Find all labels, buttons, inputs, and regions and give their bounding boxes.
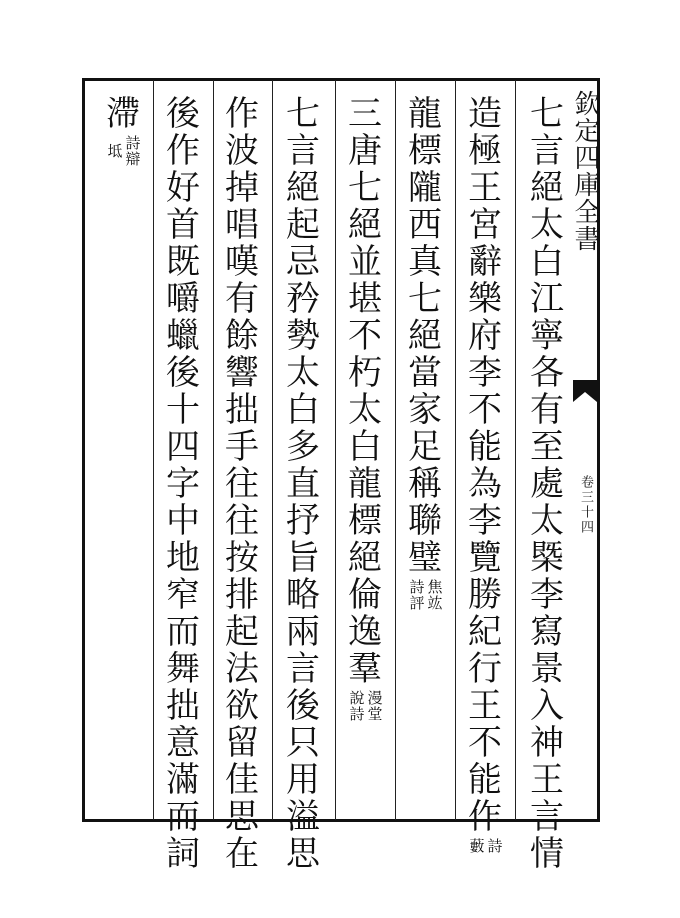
glyph: 當 (408, 353, 442, 393)
glyph: 作 (225, 94, 259, 134)
glyph: 略 (286, 575, 320, 615)
source-note-line: 詩 (485, 838, 504, 854)
book-title: 欽定四庫全書 (570, 90, 600, 252)
glyph: 標 (408, 131, 442, 171)
text-column (98, 96, 148, 167)
glyph: 意 (166, 723, 200, 763)
glyph: 太 (286, 353, 320, 393)
glyph: 白 (530, 242, 564, 282)
source-note (468, 838, 503, 854)
glyph: 足 (408, 427, 442, 467)
glyph: 言 (530, 797, 564, 837)
source-note (106, 135, 141, 167)
column-rule (455, 80, 456, 820)
glyph: 絕 (408, 316, 442, 356)
glyph: 滿 (166, 760, 200, 800)
glyph: 首 (166, 205, 200, 245)
glyph: 用 (286, 760, 320, 800)
glyph: 欲 (225, 686, 259, 726)
glyph: 按 (225, 538, 259, 578)
glyph: 後 (286, 686, 320, 726)
glyph: 十 (166, 390, 200, 430)
glyph: 後 (166, 94, 200, 134)
glyph: 既 (166, 242, 200, 282)
glyph: 勢 (286, 316, 320, 356)
text-column (278, 96, 328, 873)
source-note-line: 焦竑 (425, 579, 444, 611)
glyph: 龍 (348, 464, 382, 504)
glyph: 行 (468, 649, 502, 689)
glyph: 真 (408, 242, 442, 282)
glyph: 龍 (408, 94, 442, 134)
source-note-line: 坻 (105, 143, 124, 159)
glyph: 極 (468, 131, 502, 171)
glyph: 詞 (166, 834, 200, 874)
glyph: 標 (348, 501, 382, 541)
glyph: 景 (530, 649, 564, 689)
glyph: 李 (530, 575, 564, 615)
glyph: 七 (530, 94, 564, 134)
glyph: 窄 (166, 575, 200, 615)
column-rule (213, 80, 214, 820)
text-column (340, 96, 390, 722)
glyph: 舞 (166, 649, 200, 689)
text-column (400, 96, 450, 611)
text-column (158, 96, 208, 873)
glyph: 七 (408, 279, 442, 319)
glyph: 稱 (408, 464, 442, 504)
glyph: 隴 (408, 168, 442, 208)
glyph: 西 (408, 205, 442, 245)
glyph: 太 (348, 390, 382, 430)
glyph: 思 (225, 797, 259, 837)
glyph: 在 (225, 834, 259, 874)
glyph: 佳 (225, 760, 259, 800)
glyph: 至 (530, 427, 564, 467)
glyph: 起 (225, 612, 259, 652)
source-note-line: 說詩 (347, 690, 366, 722)
glyph: 手 (225, 427, 259, 467)
glyph: 絕 (348, 538, 382, 578)
glyph: 七 (348, 168, 382, 208)
column-rule (272, 80, 273, 820)
glyph: 忌 (286, 242, 320, 282)
glyph: 往 (225, 501, 259, 541)
glyph: 中 (166, 501, 200, 541)
glyph: 溢 (286, 797, 320, 837)
glyph: 唱 (225, 205, 259, 245)
glyph: 直 (286, 464, 320, 504)
glyph: 王 (468, 686, 502, 726)
glyph: 三 (348, 94, 382, 134)
source-note-line: 詩辯 (123, 135, 142, 167)
glyph: 不 (468, 390, 502, 430)
glyph: 寧 (530, 316, 564, 356)
glyph: 江 (530, 279, 564, 319)
glyph: 不 (348, 316, 382, 356)
glyph: 言 (530, 131, 564, 171)
glyph: 往 (225, 464, 259, 504)
source-note-line: 詩評 (407, 579, 426, 611)
glyph: 嘆 (225, 242, 259, 282)
glyph: 唐 (348, 131, 382, 171)
glyph: 作 (468, 797, 502, 837)
glyph: 槩 (530, 538, 564, 578)
source-note-line: 藪 (467, 838, 486, 854)
glyph: 為 (468, 464, 502, 504)
glyph: 入 (530, 686, 564, 726)
glyph: 起 (286, 205, 320, 245)
glyph: 抒 (286, 501, 320, 541)
text-column (217, 96, 267, 873)
glyph: 絕 (530, 168, 564, 208)
glyph: 處 (530, 464, 564, 504)
glyph: 後 (166, 353, 200, 393)
center-banner (570, 80, 600, 820)
glyph: 兩 (286, 612, 320, 652)
glyph: 情 (530, 834, 564, 874)
glyph: 白 (286, 390, 320, 430)
column-rule (395, 80, 396, 820)
glyph: 府 (468, 316, 502, 356)
glyph: 李 (468, 501, 502, 541)
glyph: 波 (225, 131, 259, 171)
glyph: 不 (468, 723, 502, 763)
column-rule (515, 80, 516, 820)
column-rule (153, 80, 154, 820)
glyph: 掉 (225, 168, 259, 208)
glyph: 造 (468, 94, 502, 134)
glyph: 言 (286, 131, 320, 171)
fish-tail-ornament-icon (573, 380, 597, 402)
glyph: 覽 (468, 538, 502, 578)
column-rule (335, 80, 336, 820)
glyph: 各 (530, 353, 564, 393)
glyph: 神 (530, 723, 564, 763)
source-note (408, 579, 443, 611)
glyph: 拙 (166, 686, 200, 726)
glyph: 絕 (286, 168, 320, 208)
glyph: 嚼 (166, 279, 200, 319)
glyph: 寫 (530, 612, 564, 652)
glyph: 王 (468, 168, 502, 208)
glyph: 王 (530, 760, 564, 800)
glyph: 聯 (408, 501, 442, 541)
glyph: 多 (286, 427, 320, 467)
glyph: 樂 (468, 279, 502, 319)
glyph: 倫 (348, 575, 382, 615)
glyph: 而 (166, 612, 200, 652)
glyph: 言 (286, 649, 320, 689)
glyph: 羣 (348, 649, 382, 689)
glyph: 響 (225, 353, 259, 393)
glyph: 排 (225, 575, 259, 615)
glyph: 辭 (468, 242, 502, 282)
glyph: 法 (225, 649, 259, 689)
glyph: 好 (166, 168, 200, 208)
glyph: 絕 (348, 205, 382, 245)
glyph: 璧 (408, 538, 442, 578)
glyph: 旨 (286, 538, 320, 578)
glyph: 思 (286, 834, 320, 874)
glyph: 能 (468, 427, 502, 467)
glyph: 字 (166, 464, 200, 504)
source-note-line: 漫堂 (365, 690, 384, 722)
glyph: 逸 (348, 612, 382, 652)
glyph: 紀 (468, 612, 502, 652)
glyph: 矜 (286, 279, 320, 319)
glyph: 地 (166, 538, 200, 578)
glyph: 留 (225, 723, 259, 763)
glyph: 能 (468, 760, 502, 800)
glyph: 拙 (225, 390, 259, 430)
text-column (522, 96, 572, 873)
glyph: 勝 (468, 575, 502, 615)
glyph: 太 (530, 205, 564, 245)
glyph: 堪 (348, 279, 382, 319)
glyph: 白 (348, 427, 382, 467)
glyph: 作 (166, 131, 200, 171)
glyph: 太 (530, 501, 564, 541)
source-note (348, 690, 383, 722)
glyph: 四 (166, 427, 200, 467)
glyph: 蠟 (166, 316, 200, 356)
glyph: 而 (166, 797, 200, 837)
glyph: 宮 (468, 205, 502, 245)
glyph: 李 (468, 353, 502, 393)
volume-page-label: 卷三十四 (578, 475, 593, 535)
glyph: 有 (225, 279, 259, 319)
glyph: 有 (530, 390, 564, 430)
glyph: 七 (286, 94, 320, 134)
glyph: 滯 (106, 94, 140, 134)
glyph: 家 (408, 390, 442, 430)
text-column (460, 96, 510, 854)
glyph: 餘 (225, 316, 259, 356)
glyph: 只 (286, 723, 320, 763)
glyph: 朽 (348, 353, 382, 393)
glyph: 並 (348, 242, 382, 282)
